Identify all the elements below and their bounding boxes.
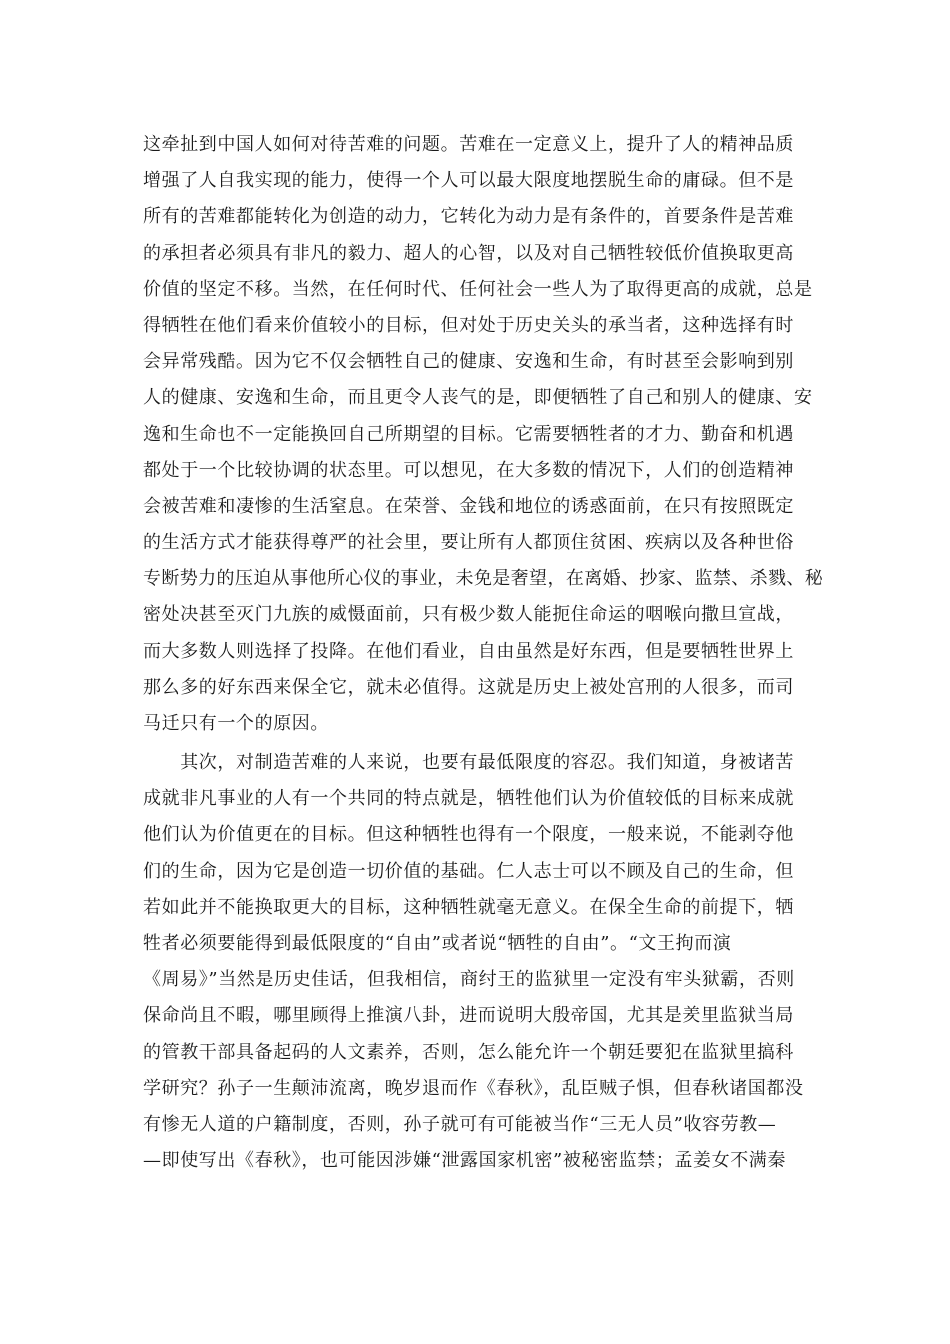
text-line: 的生活方式才能获得尊严的社会里，要让所有人都顶住贫困、疾病以及各种世俗 [143,532,794,554]
text-line: 密处决甚至灭门九族的威慑面前，只有极少数人能扼住命运的咽喉向撒旦宣战， [143,604,794,626]
text-line: 专断势力的压迫从事他所心仪的事业，未免是奢望，在离婚、抄家、监禁、杀戮、秘 [143,568,824,590]
text-line: 保命尚且不暇，哪里顾得上推演八卦，进而说明大殷帝国，尤其是羑里监狱当局 [143,1005,794,1027]
text-line: 会异常残酷。因为它不仅会牺牲自己的健康、安逸和生命，有时甚至会影响到别 [143,351,794,373]
text-line: 马迁只有一个的原因。 [143,713,329,734]
text-line: 的管教干部具备起码的人文素养，否则，怎么能允许一个朝廷要犯在监狱里搞科 [143,1041,794,1063]
text-line: 得牺牲在他们看来价值较小的目标，但对处于历史关头的承当者，这种选择有时 [143,314,794,336]
text-line: 《周易》”当然是历史佳话，但我相信，商纣王的监狱里一定没有牢头狱霸，否则 [143,969,795,991]
text-line: 那么多的好东西来保全它，就未必值得。这就是历史上被处宫刑的人很多，而司 [143,676,794,698]
text-line: 增强了人自我实现的能力，使得一个人可以最大限度地摆脱生命的庸碌。但不是 [143,170,794,192]
text-line: 而大多数人则选择了投降。在他们看业，自由虽然是好东西，但是要牺牲世界上 [143,640,794,662]
text-line: 人的健康、安逸和生命，而且更令人丧气的是，即便牺牲了自己和别人的健康、安 [143,387,813,409]
text-line: 其次，对制造苦难的人来说，也要有最低限度的容忍。我们知道，身被诸苦 [143,752,794,773]
paragraph-1 [143,127,823,742]
text-line: 有惨无人道的户籍制度，否则，孙子就可有可能被当作“三无人员”收容劳教— [143,1113,777,1135]
text-line: 逸和生命也不一定能换回自己所期望的目标。它需要牺牲者的才力、勤奋和机遇 [143,423,794,445]
text-line: 们的生命，因为它是创造一切价值的基础。仁人志士可以不顾及自己的生命，但 [143,860,794,882]
text-line: —即使写出《春秋》，也可能因涉嫌“泄露国家机密”被秘密监禁；孟姜女不满秦 [143,1150,787,1172]
text-line: 牲者必须要能得到最低限度的“自由”或者说“牺牲的自由”。“文王拘而演 [143,932,732,954]
paragraph-2 [143,745,823,1179]
text-line: 都处于一个比较协调的状态里。可以想见，在大多数的情况下，人们的创造精神 [143,459,794,481]
text-line: 所有的苦难都能转化为创造的动力，它转化为动力是有条件的，首要条件是苦难 [143,206,794,228]
text-line: 的承担者必须具有非凡的毅力、超人的心智，以及对自己牺牲较低价值换取更高 [143,242,794,264]
text-line: 会被苦难和凄惨的生活窒息。在荣誉、金钱和地位的诱惑面前，在只有按照既定 [143,495,794,517]
text-line: 价值的坚定不移。当然，在任何时代、任何社会一些人为了取得更高的成就，总是 [143,278,813,300]
text-line: 成就非凡事业的人有一个共同的特点就是，牺牲他们认为价值较低的目标来成就 [143,788,794,810]
text-line: 他们认为价值更在的目标。但这种牺牲也得有一个限度，一般来说，不能剥夺他 [143,824,794,846]
text-line: 若如此并不能换取更大的目标，这种牺牲就毫无意义。在保全生命的前提下，牺 [143,896,794,918]
text-line: 学研究？孙子一生颠沛流离，晚岁退而作《春秋》，乱臣贼子惧，但春秋诸国都没 [143,1077,804,1099]
text-line: 这牵扯到中国人如何对待苦难的问题。苦难在一定意义上，提升了人的精神品质 [143,134,794,155]
